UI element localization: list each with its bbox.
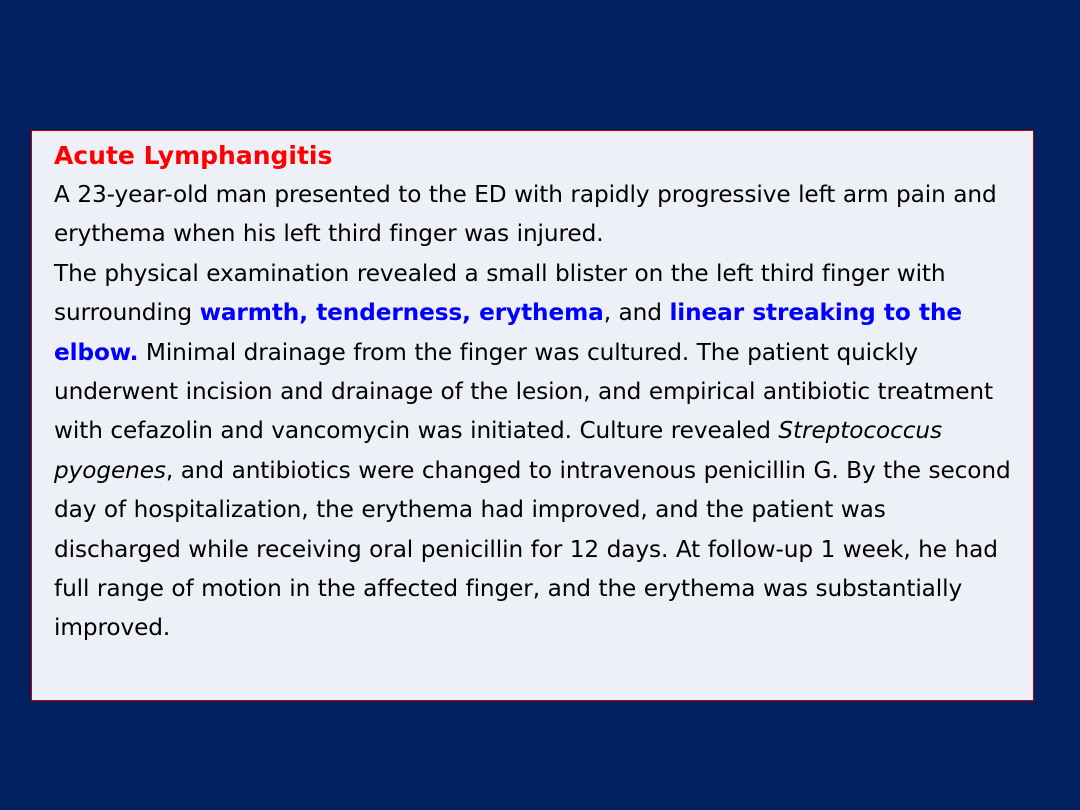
connector-text: , and	[603, 299, 670, 327]
exam-text: The physical examination revealed a small blister on the left third finger with surrounding	[54, 259, 946, 327]
case-details-paragraph	[54, 254, 1019, 648]
content-box	[31, 130, 1034, 701]
case-intro-paragraph: A 23-year-old man presented to the ED with rapidly progressive left arm pain and erythema when his left third finger was injured.	[54, 181, 997, 248]
treatment-text: Minimal drainage from the finger was cultured. The patient quickly underwent incision and drainage of the lesion, and empirical antibiotic treatment with cefazolin and vancomycin was initiated. Culture revealed	[54, 338, 993, 445]
highlight-streaking: linear streaking to the elbow.	[54, 299, 962, 366]
organism-name: Streptococcus pyogenes	[54, 417, 942, 484]
slide-title: Acute Lymphangitis	[54, 141, 333, 170]
highlight-signs: warmth, tenderness, erythema	[199, 299, 604, 327]
outcome-text: , and antibiotics were changed to intravenous penicillin G. By the second day of hospitalization, the erythema had improved, and the patient was discharged while receiving oral penicillin for 12 days. At follow-up 1 week, he had full range of motion in the affected finger, and the erythema was substantially improved.	[54, 456, 1011, 642]
